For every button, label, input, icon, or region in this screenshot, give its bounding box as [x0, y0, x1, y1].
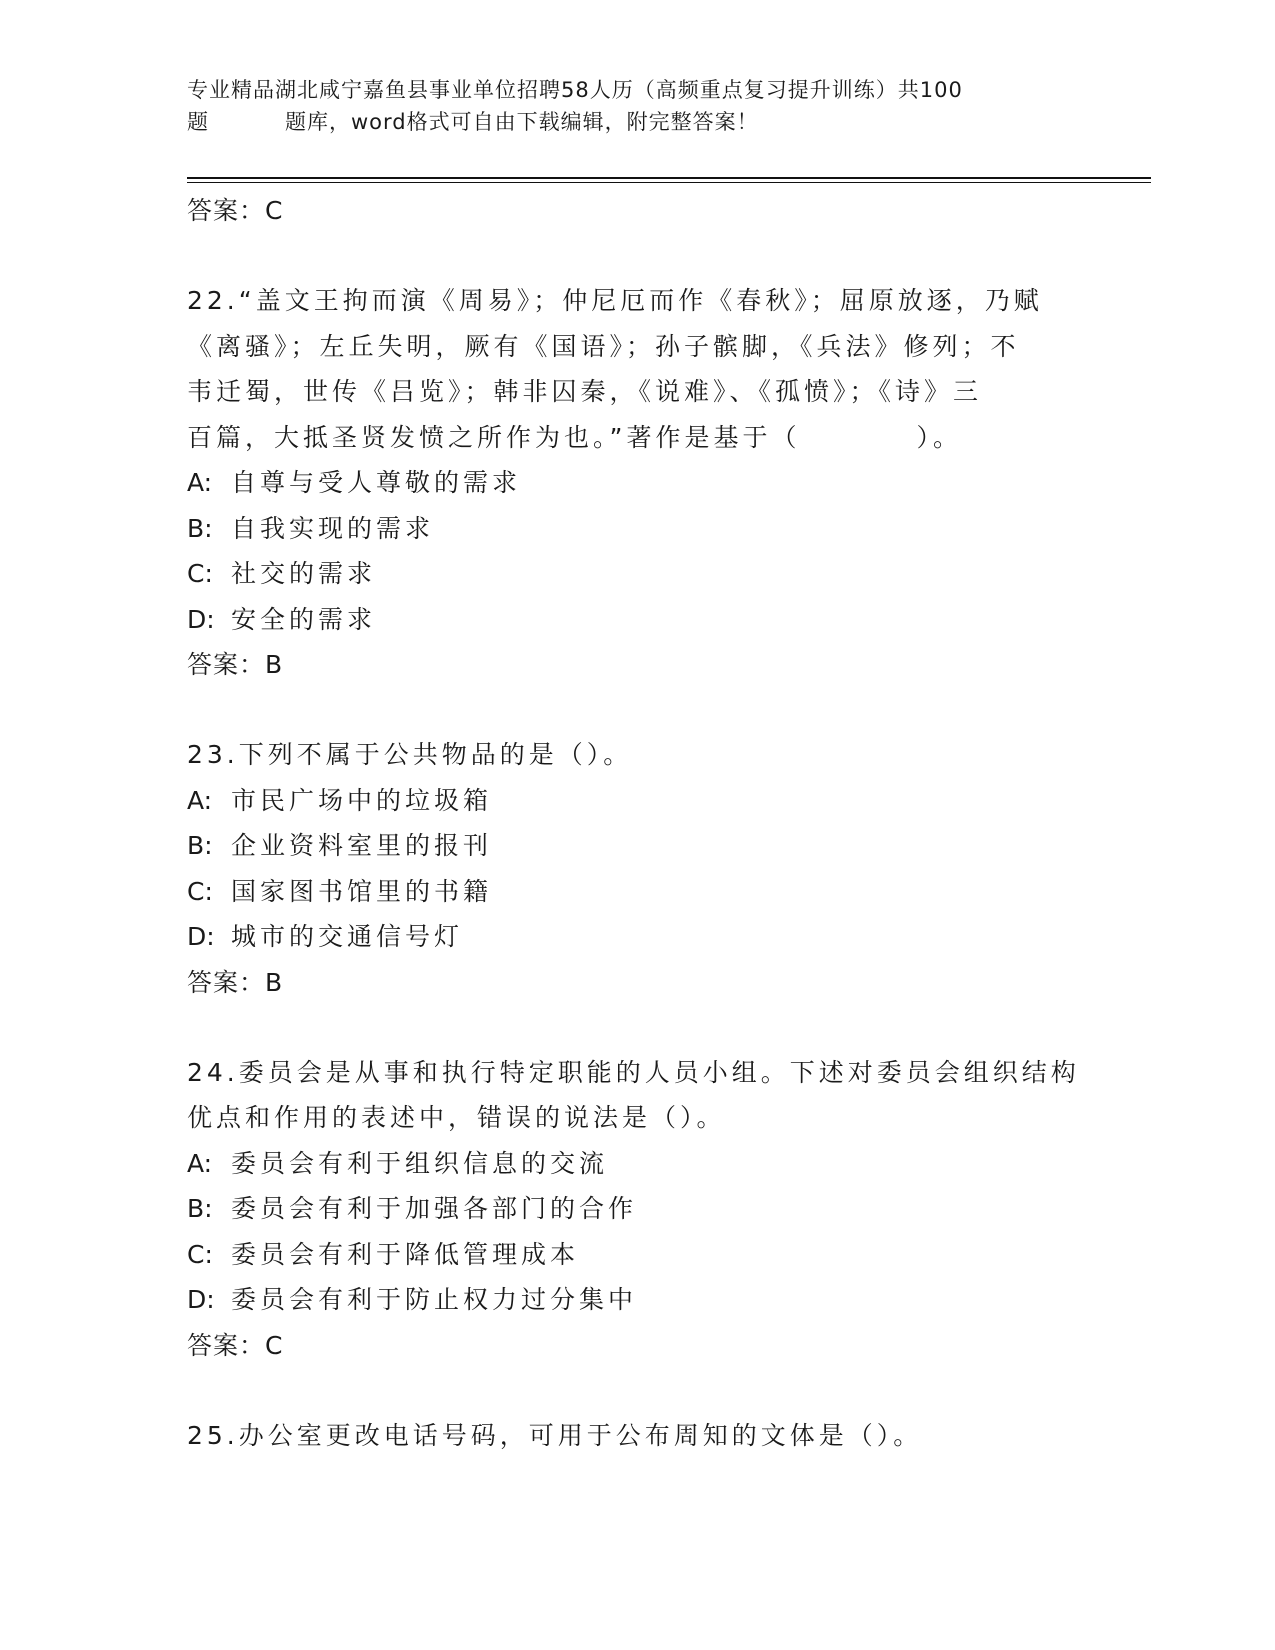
option-key: B: — [187, 831, 213, 860]
question-text-line: 优点和作用的表述中，错误的说法是（）。 — [187, 1103, 726, 1132]
option-b — [187, 823, 1087, 869]
header-divider-thin — [187, 182, 1151, 183]
spacer — [187, 234, 1087, 278]
question-text-line: 韦迁蜀，世传《吕览》；韩非囚秦，《说难》、《孤愤》；《诗》三 — [187, 377, 983, 406]
question-text-line: 《离骚》；左丘失明，厥有《国语》；孙子髌脚，《兵法》修列；不 — [187, 331, 1020, 361]
question-24 — [187, 1050, 1087, 1369]
header-title-line-2 — [187, 106, 1067, 138]
spacer — [187, 688, 1087, 732]
question-text-line: 百篇，大抵圣贤发愤之所作为也。”著作是基于（ ）。 — [187, 422, 962, 452]
question-25 — [187, 1413, 1087, 1459]
option-key: D: — [187, 1285, 215, 1314]
option-key: A: — [187, 785, 213, 815]
spacer — [187, 1369, 1087, 1413]
header-title-line-2-right: 题库，word格式可自由下载编辑，附完整答案！ — [285, 110, 759, 134]
option-a — [187, 778, 1087, 824]
option-key: B: — [187, 1194, 213, 1223]
option-text: 城市的交通信号灯 — [231, 922, 464, 951]
header-title-line-2-left: 题 — [187, 110, 209, 134]
option-text: 委员会有利于加强各部门的合作 — [231, 1194, 638, 1223]
page-header — [187, 74, 1067, 138]
option-text: 自尊与受人尊敬的需求 — [231, 468, 522, 497]
question-22 — [187, 278, 1087, 688]
answer-line: 答案：C — [187, 1330, 284, 1360]
option-key: B: — [187, 513, 213, 543]
option-c — [187, 1232, 1087, 1278]
question-text-line: 22.“盖文王拘而演《周易》；仲尼厄而作《春秋》；屈原放逐，乃赋 — [187, 286, 1043, 315]
option-key: C: — [187, 1239, 213, 1269]
option-key: C: — [187, 876, 213, 906]
answer-line: 答案：B — [187, 967, 284, 997]
header-title-line-1: 专业精品湖北咸宁嘉鱼县事业单位招聘58人历（高频重点复习提升训练）共100 — [187, 78, 963, 102]
spacer — [187, 1006, 1087, 1050]
option-key: C: — [187, 559, 213, 588]
option-text: 安全的需求 — [231, 604, 377, 634]
option-d — [187, 597, 1087, 643]
option-c — [187, 869, 1087, 915]
option-text: 社交的需求 — [231, 559, 377, 588]
question-text-line: 24.委员会是从事和执行特定职能的人员小组。下述对委员会组织结构 — [187, 1057, 1080, 1087]
option-c — [187, 551, 1087, 597]
option-text: 委员会有利于降低管理成本 — [231, 1239, 580, 1269]
option-key: A: — [187, 1148, 213, 1178]
option-b — [187, 1186, 1087, 1232]
option-text: 委员会有利于组织信息的交流 — [231, 1148, 609, 1178]
previous-answer: 答案：C — [187, 196, 284, 225]
option-a — [187, 460, 1087, 506]
option-d — [187, 914, 1087, 960]
question-23 — [187, 732, 1087, 1006]
option-key: D: — [187, 604, 215, 634]
question-text-line: 23.下列不属于公共物品的是（）。 — [187, 740, 633, 769]
option-text: 委员会有利于防止权力过分集中 — [231, 1285, 638, 1314]
option-d — [187, 1277, 1087, 1323]
question-list — [187, 188, 1087, 1458]
option-key: A: — [187, 468, 213, 497]
option-text: 国家图书馆里的书籍 — [231, 876, 493, 906]
option-b — [187, 506, 1087, 552]
option-key: D: — [187, 922, 215, 951]
question-text-line: 25.办公室更改电话号码，可用于公布周知的文体是（）。 — [187, 1420, 923, 1450]
option-text: 市民广场中的垃圾箱 — [231, 785, 493, 815]
option-text: 企业资料室里的报刊 — [231, 831, 493, 860]
header-divider-thick — [187, 177, 1151, 179]
option-text: 自我实现的需求 — [231, 513, 435, 543]
option-a — [187, 1141, 1087, 1187]
answer-line: 答案：B — [187, 650, 284, 679]
